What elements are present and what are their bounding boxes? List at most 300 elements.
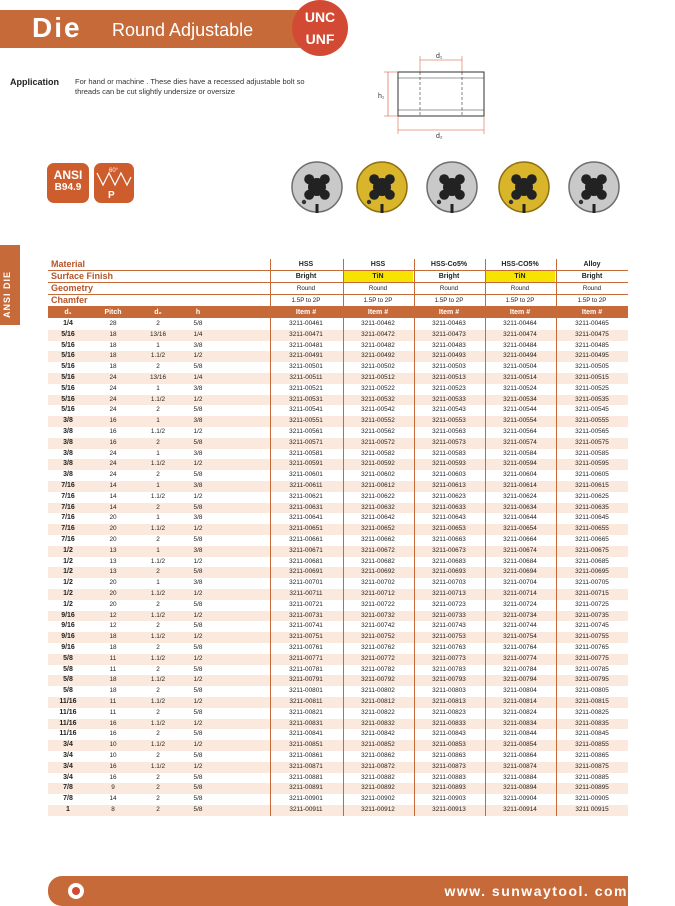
- cell-item-number: 3211-00723: [432, 600, 466, 608]
- cell-item-number: 3211-00542: [361, 406, 395, 414]
- cell-d2: 2: [156, 795, 160, 803]
- spec-label: Geometry: [51, 283, 94, 293]
- cell-item-number: 3211-00554: [503, 417, 537, 425]
- cell-item-number: 3211-00584: [503, 449, 537, 457]
- spec-value: Bright: [581, 273, 603, 280]
- cell-d1: 7/8: [63, 795, 73, 803]
- column-header-d1: d₁: [64, 309, 72, 316]
- column-header-item: Item #: [295, 309, 317, 316]
- table-row: [48, 805, 628, 816]
- table-row: [48, 405, 628, 416]
- cell-pitch: 18: [109, 363, 117, 371]
- cell-d2: 1.1/2: [150, 698, 166, 705]
- cell-pitch: 20: [109, 600, 117, 608]
- cell-item-number: 3211-00701: [289, 579, 323, 587]
- cell-item-number: 3211-00864: [503, 752, 537, 759]
- cell-item-number: 3211-00521: [289, 384, 323, 392]
- cell-pitch: 11: [109, 698, 117, 705]
- cell-pitch: 20: [109, 536, 117, 543]
- cell-h: 1/2: [193, 428, 203, 435]
- cell-pitch: 24: [109, 374, 117, 381]
- column-header-item: Item #: [509, 309, 531, 316]
- cell-item-number: 3211-00755: [575, 633, 609, 641]
- cell-d1: 7/16: [61, 525, 75, 533]
- cell-item-number: 3211-00632: [361, 503, 395, 511]
- cell-d2: 2: [156, 784, 160, 792]
- spec-value: HSS-CO5%: [501, 261, 539, 268]
- table-row: [48, 783, 628, 794]
- table-row: [48, 654, 628, 665]
- table-row: [48, 751, 628, 762]
- cell-pitch: 18: [109, 676, 117, 684]
- cell-pitch: 28: [109, 320, 117, 327]
- cell-item-number: 3211-00891: [289, 784, 323, 792]
- cell-item-number: 3211-00652: [361, 525, 395, 533]
- spec-value: 1.5P to 2P: [505, 297, 535, 304]
- table-row: [48, 665, 628, 676]
- cell-d1: 7/8: [63, 784, 73, 792]
- cell-item-number: 3211-00772: [361, 654, 395, 662]
- table-row: [48, 686, 628, 697]
- cell-h: 5/8: [193, 784, 203, 792]
- cell-d1: 3/4: [63, 741, 73, 749]
- spec-value: Bright: [438, 273, 460, 280]
- table-row: [48, 697, 628, 708]
- cell-pitch: 13: [109, 557, 117, 565]
- cell-item-number: 3211-00615: [575, 482, 609, 489]
- cell-d1: 1/2: [63, 579, 73, 587]
- table-row: [48, 708, 628, 719]
- cell-item-number: 3211-00773: [432, 654, 466, 662]
- cell-item-number: 3211-00811: [289, 698, 323, 705]
- column-divider: [556, 259, 557, 816]
- cell-item-number: 3211-00631: [289, 503, 323, 511]
- cell-item-number: 3211-00535: [575, 395, 609, 403]
- cell-d1: 3/4: [63, 752, 73, 759]
- cell-h: 5/8: [193, 600, 203, 608]
- cell-item-number: 3211-00524: [503, 384, 537, 392]
- cell-d1: 3/8: [63, 428, 73, 435]
- cell-d1: 1/2: [63, 590, 73, 597]
- cell-pitch: 18: [109, 352, 117, 360]
- table-row: [48, 438, 628, 449]
- table-row: [48, 643, 628, 654]
- cell-item-number: 3211-00563: [432, 428, 466, 435]
- cell-item-number: 3211-00851: [289, 741, 323, 749]
- cell-d1: 9/16: [61, 622, 75, 630]
- cell-pitch: 20: [109, 525, 117, 533]
- cell-item-number: 3211-00611: [289, 482, 323, 489]
- cell-pitch: 11: [109, 708, 117, 716]
- table-row: [48, 740, 628, 751]
- cell-d2: 1.1/2: [150, 525, 166, 533]
- cell-d2: 2: [156, 503, 160, 511]
- cell-pitch: 14: [109, 795, 117, 803]
- cell-item-number: 3211-00825: [575, 708, 609, 716]
- cell-pitch: 18: [109, 687, 117, 695]
- cell-d2: 1: [156, 449, 160, 457]
- cell-h: 5/8: [193, 806, 203, 813]
- cell-item-number: 3211-00873: [432, 762, 466, 770]
- cell-pitch: 16: [109, 438, 117, 446]
- cell-item-number: 3211-00515: [575, 374, 609, 381]
- cell-item-number: 3211-00573: [432, 438, 466, 446]
- cell-item-number: 3211-00613: [432, 482, 466, 489]
- cell-item-number: 3211-00804: [503, 687, 537, 695]
- cell-pitch: 18: [109, 341, 117, 349]
- cell-item-number: 3211-00683: [432, 557, 466, 565]
- cell-item-number: 3211-00541: [289, 406, 323, 414]
- table-row: [48, 719, 628, 730]
- cell-item-number: 3211-00475: [575, 330, 609, 338]
- cell-item-number: 3211-00712: [361, 590, 395, 597]
- cell-h: 1/2: [193, 676, 203, 684]
- table-row: [48, 492, 628, 503]
- cell-h: 1/4: [193, 330, 203, 338]
- cell-item-number: 3211-00785: [575, 665, 609, 673]
- column-divider: [270, 259, 271, 816]
- thread-profile-badge: [94, 163, 134, 203]
- cell-h: 5/8: [193, 568, 203, 576]
- cell-item-number: 3211-00881: [289, 773, 323, 781]
- cell-d2: 2: [156, 665, 160, 673]
- cell-d2: 13/16: [150, 374, 166, 381]
- table-row: [48, 600, 628, 611]
- cell-d2: 1.1/2: [150, 352, 166, 360]
- cell-item-number: 3211-00752: [361, 633, 395, 641]
- cell-item-number: 3211-00675: [575, 546, 609, 554]
- spec-value: 1.5P to 2P: [577, 297, 607, 304]
- cell-d2: 2: [156, 687, 160, 695]
- cell-item-number: 3211-00904: [503, 795, 537, 803]
- cell-h: 1/2: [193, 525, 203, 533]
- website-url[interactable]: www. sunwaytool. com: [444, 883, 628, 899]
- cell-h: 5/8: [193, 406, 203, 414]
- cell-item-number: 3211-00862: [361, 752, 395, 759]
- cell-item-number: 3211-00724: [503, 600, 537, 608]
- cell-d2: 1.1/2: [150, 395, 166, 403]
- cell-item-number: 3211-00714: [503, 590, 537, 597]
- cell-item-number: 3211-00583: [432, 449, 466, 457]
- cell-d2: 1: [156, 514, 160, 522]
- cell-item-number: 3211-00874: [503, 762, 537, 770]
- table-row: [48, 524, 628, 535]
- table-row: [48, 729, 628, 740]
- spec-row-chamfer: [48, 295, 628, 306]
- cell-d1: 5/16: [61, 330, 75, 338]
- standard-name: ANSI: [53, 168, 83, 182]
- cell-d2: 2: [156, 806, 160, 813]
- cell-item-number: 3211-00872: [361, 762, 395, 770]
- angle-label: 60°: [109, 168, 119, 174]
- cell-h: 5/8: [193, 438, 203, 446]
- cell-d1: 7/16: [61, 492, 75, 500]
- cell-item-number: 3211-00591: [289, 460, 323, 468]
- die-image-1: [290, 160, 344, 214]
- spec-row-material: [48, 259, 628, 270]
- cell-item-number: 3211-00823: [432, 708, 466, 716]
- cell-h: 5/8: [193, 471, 203, 479]
- cell-item-number: 3211-00501: [289, 363, 323, 371]
- cell-d1: 7/16: [61, 514, 75, 522]
- cell-item-number: 3211-00845: [575, 730, 609, 738]
- cell-h: 1/4: [193, 374, 203, 381]
- cell-item-number: 3211-00741: [289, 622, 323, 630]
- cell-item-number: 3211-00461: [289, 320, 323, 327]
- cell-pitch: 20: [109, 514, 117, 522]
- cell-d2: 1.1/2: [150, 741, 166, 749]
- cell-item-number: 3211-00735: [575, 611, 609, 619]
- cell-d2: 1.1/2: [150, 590, 166, 597]
- table-row: [48, 632, 628, 643]
- cell-item-number: 3211-00493: [432, 352, 466, 360]
- cell-d2: 1: [156, 417, 160, 425]
- cell-item-number: 3211-00822: [361, 708, 395, 716]
- cell-item-number: 3211-00564: [503, 428, 537, 435]
- cell-pitch: 14: [109, 503, 117, 511]
- cell-item-number: 3211-00641: [289, 514, 323, 522]
- spec-value: HSS: [298, 261, 314, 268]
- cell-item-number: 3211-00763: [432, 644, 466, 651]
- cell-pitch: 11: [109, 654, 117, 662]
- die-image-3: [425, 160, 479, 214]
- cell-d1: 11/16: [59, 719, 77, 727]
- cell-item-number: 3211-00805: [575, 687, 609, 695]
- spec-value: 1.5P to 2P: [363, 297, 393, 304]
- cell-item-number: 3211-00633: [432, 503, 466, 511]
- side-tab-label: ANSI DIE: [2, 270, 12, 318]
- cell-item-number: 3211-00905: [575, 795, 609, 803]
- cell-item-number: 3211-00803: [432, 687, 466, 695]
- cell-d2: 1: [156, 546, 160, 554]
- spec-row-surface-finish: [48, 271, 628, 282]
- cell-item-number: 3211-00783: [432, 665, 466, 673]
- cell-h: 1/2: [193, 611, 203, 619]
- cell-item-number: 3211-00895: [575, 784, 609, 792]
- cell-h: 5/8: [193, 320, 203, 327]
- cell-item-number: 3211-00662: [361, 536, 395, 543]
- cell-h: 1/2: [193, 654, 203, 662]
- cell-d1: 3/8: [63, 471, 73, 479]
- cell-pitch: 14: [109, 482, 117, 489]
- cell-item-number: 3211-00472: [361, 330, 395, 338]
- column-divider: [343, 259, 344, 816]
- cell-h: 3/8: [193, 579, 203, 587]
- cell-item-number: 3211-00684: [503, 557, 537, 565]
- cell-h: 3/8: [193, 341, 203, 349]
- cell-item-number: 3211-00844: [503, 730, 537, 738]
- cell-pitch: 20: [109, 590, 117, 597]
- cell-item-number: 3211-00551: [289, 417, 323, 425]
- cell-item-number: 3211-00894: [503, 784, 537, 792]
- cell-item-number: 3211-00815: [575, 698, 609, 705]
- ansi-standard-badge: [47, 163, 89, 203]
- cell-pitch: 16: [109, 730, 117, 738]
- cell-item-number: 3211-00852: [361, 741, 395, 749]
- table-row: [48, 794, 628, 805]
- cell-d1: 9/16: [61, 644, 75, 651]
- footer-bar: [48, 876, 628, 906]
- cell-d1: 1/2: [63, 568, 73, 576]
- table-row: [48, 330, 628, 341]
- table-row: [48, 762, 628, 773]
- cell-item-number: 3211-00485: [575, 341, 609, 349]
- cell-d1: 7/16: [61, 503, 75, 511]
- spec-value: TiN: [343, 271, 413, 282]
- cell-item-number: 3211-00572: [361, 438, 395, 446]
- cell-item-number: 3211-00655: [575, 525, 609, 533]
- cell-item-number: 3211-00602: [361, 471, 395, 479]
- cell-d1: 3/8: [63, 449, 73, 457]
- cell-pitch: 13: [109, 568, 117, 576]
- cell-d1: 5/16: [61, 363, 75, 371]
- table-row: [48, 341, 628, 352]
- cell-item-number: 3211-00592: [361, 460, 395, 468]
- cell-item-number: 3211-00605: [575, 471, 609, 479]
- cell-item-number: 3211-00522: [361, 384, 395, 392]
- cell-item-number: 3211-00911: [289, 806, 323, 813]
- cell-item-number: 3211-00693: [432, 568, 466, 576]
- cell-item-number: 3211-00555: [575, 417, 609, 425]
- cell-h: 5/8: [193, 795, 203, 803]
- cell-item-number: 3211-00912: [361, 806, 395, 813]
- cell-item-number: 3211-00732: [361, 611, 395, 619]
- table-row: [48, 362, 628, 373]
- cell-item-number: 3211-00582: [361, 449, 395, 457]
- cell-d1: 9/16: [61, 611, 75, 619]
- cell-d1: 5/8: [63, 687, 73, 695]
- cell-pitch: 12: [109, 611, 117, 619]
- cell-h: 1/2: [193, 557, 203, 565]
- table-row: [48, 395, 628, 406]
- cell-item-number: 3211-00721: [289, 600, 323, 608]
- thread-type-badge: [292, 0, 348, 56]
- cell-d2: 2: [156, 406, 160, 414]
- cell-item-number: 3211-00771: [289, 654, 323, 662]
- cell-h: 1/2: [193, 633, 203, 641]
- die-image-4: [497, 160, 551, 214]
- table-row: [48, 427, 628, 438]
- cell-item-number: 3211-00612: [361, 482, 395, 489]
- cell-d1: 7/16: [61, 536, 75, 543]
- cell-d2: 2: [156, 363, 160, 371]
- cell-d1: 5/8: [63, 654, 73, 662]
- cell-h: 1/2: [193, 460, 203, 468]
- cell-item-number: 3211-00505: [575, 363, 609, 371]
- cell-pitch: 18: [109, 644, 117, 651]
- cell-item-number: 3211-00664: [503, 536, 537, 543]
- d1-label: d₁: [436, 53, 443, 60]
- cell-item-number: 3211-00765: [575, 644, 609, 651]
- cell-item-number: 3211-00913: [432, 806, 466, 813]
- cell-item-number: 3211-00903: [432, 795, 466, 803]
- cell-h: 5/8: [193, 644, 203, 651]
- cell-item-number: 3211-00665: [575, 536, 609, 543]
- cell-item-number: 3211-00654: [503, 525, 537, 533]
- application-label: Application: [10, 77, 59, 87]
- cell-d2: 2: [156, 568, 160, 576]
- cell-item-number: 3211-00491: [289, 352, 323, 360]
- cell-d2: 1.1/2: [150, 611, 166, 619]
- table-row: [48, 589, 628, 600]
- cell-item-number: 3211-00824: [503, 708, 537, 716]
- cell-item-number: 3211-00813: [432, 698, 466, 705]
- cell-item-number: 3211-00512: [361, 374, 395, 381]
- cell-item-number: 3211-00725: [575, 600, 609, 608]
- table-row: [48, 459, 628, 470]
- cell-item-number: 3211 00915: [575, 806, 609, 813]
- cell-d2: 1: [156, 341, 160, 349]
- cell-item-number: 3211-00814: [503, 698, 537, 705]
- cell-item-number: 3211-00711: [289, 590, 323, 597]
- spec-value: Round: [582, 285, 602, 292]
- cell-item-number: 3211-00503: [432, 363, 466, 371]
- cell-item-number: 3211-00495: [575, 352, 609, 360]
- cell-item-number: 3211-00533: [432, 395, 466, 403]
- cell-h: 5/8: [193, 665, 203, 673]
- cell-item-number: 3211-00743: [432, 622, 466, 630]
- cell-item-number: 3211-00882: [361, 773, 395, 781]
- cell-d2: 1.1/2: [150, 654, 166, 662]
- cell-item-number: 3211-00635: [575, 503, 609, 511]
- cell-pitch: 12: [109, 622, 117, 630]
- cell-item-number: 3211-00643: [432, 514, 466, 522]
- cell-item-number: 3211-00663: [432, 536, 466, 543]
- cell-d1: 11/16: [59, 708, 77, 716]
- cell-item-number: 3211-00802: [361, 687, 395, 695]
- cell-pitch: 10: [109, 752, 117, 759]
- cell-d1: 5/16: [61, 352, 75, 360]
- table-row: [48, 470, 628, 481]
- cell-pitch: 8: [111, 806, 115, 813]
- cell-item-number: 3211-00902: [361, 795, 395, 803]
- column-header-h: h: [195, 309, 201, 316]
- cell-item-number: 3211-00474: [503, 330, 537, 338]
- cell-item-number: 3211-00562: [361, 428, 395, 435]
- cell-item-number: 3211-00841: [289, 730, 323, 738]
- cell-h: 1/2: [193, 741, 203, 749]
- cell-item-number: 3211-00695: [575, 568, 609, 576]
- cell-h: 5/8: [193, 773, 203, 781]
- cell-h: 1/2: [193, 492, 203, 500]
- cell-item-number: 3211-00853: [432, 741, 466, 749]
- cell-d2: 1.1/2: [150, 762, 166, 770]
- cell-d1: 3/8: [63, 438, 73, 446]
- cell-pitch: 24: [109, 395, 117, 403]
- cell-item-number: 3211-00753: [432, 633, 466, 641]
- spec-value: Bright: [295, 273, 317, 280]
- cell-pitch: 24: [109, 460, 117, 468]
- cell-item-number: 3211-00801: [289, 687, 323, 695]
- cell-pitch: 20: [109, 579, 117, 587]
- cell-item-number: 3211-00604: [503, 471, 537, 479]
- cell-item-number: 3211-00575: [575, 438, 609, 446]
- cell-h: 3/8: [193, 514, 203, 522]
- spec-value: HSS-Co5%: [430, 261, 468, 268]
- cell-item-number: 3211-00914: [503, 806, 537, 813]
- thread-unc: UNC: [304, 9, 336, 25]
- application-text: For hand or machine . These dies have a recessed adjustable bolt so threads can be cut slightly undersize or oversize: [75, 77, 305, 96]
- cell-d2: 2: [156, 622, 160, 630]
- cell-item-number: 3211-00601: [289, 471, 323, 479]
- cell-item-number: 3211-00552: [361, 417, 395, 425]
- cell-d2: 2: [156, 320, 160, 327]
- cell-item-number: 3211-00901: [289, 795, 323, 803]
- cell-d2: 1.1/2: [150, 676, 166, 684]
- table-row: [48, 773, 628, 784]
- cell-d2: 1.1/2: [150, 492, 166, 500]
- cell-item-number: 3211-00784: [503, 665, 537, 673]
